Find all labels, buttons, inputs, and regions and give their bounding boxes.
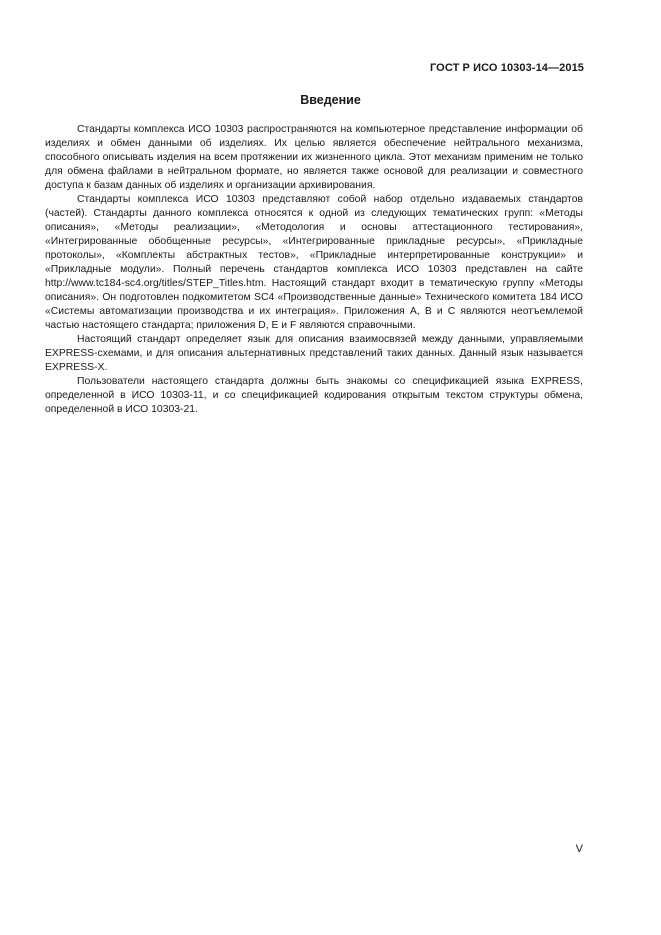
paragraph-2: Стандарты комплекса ИСО 10303 представляют собой набор отдельно издаваемых стандартов (частей). Стандарты данного комплекса относятся к одной из следующих тематических групп: «Методы описания», «Методы реализации», «Методология и основы аттестационного тестирования», «Интегрированные обобщенные ресурсы», «Интегрированные прикладные ресурсы», «Прикладные протоколы», «Комплекты абстрактных тестов», «Прикладные интерпретированные конструкции» и «Прикладные модули». Полный перечень стандартов комплекса ИСО 10303 представлен на сайте http://www.tc184-sc4.org/titles/STEP_Titles.htm. Настоящий стандарт входит в тематическую группу «Методы описания». Он подготовлен подкомитетом SC4 «Производственные данные» Технического комитета 184 ИСО «Системы автоматизации производства и их интеграция». Приложения A, B и C являются неотъемлемой частью настоящего стандарта; приложения D, E и F являются справочными. — [45, 194, 583, 331]
document-code: ГОСТ Р ИСО 10303-14—2015 — [429, 62, 584, 74]
paragraph-3: Настоящий стандарт определяет язык для описания взаимосвязей между данными, управляемыми EXPRESS-схемами, и для описания альтернативных представлений таких данных. Данный язык называется EXPRESS-X. — [45, 334, 583, 373]
section-title: Введение — [300, 93, 361, 107]
paragraph-4: Пользователи настоящего стандарта должны быть знакомы со спецификацией языка EXPRESS, определенной в ИСО 10303-11, и со спецификацией кодирования открытым текстом структуры обмена, определенной в ИСО 10303-21. — [45, 376, 583, 415]
page-number: V — [575, 843, 583, 855]
paragraph-1: Стандарты комплекса ИСО 10303 распространяются на компьютерное представление информации об изделиях и обмен данными об изделиях. Их целью является обеспечение нейтрального механизма, способного описывать изделия на всем протяжении их жизненного цикла. Этот механизм применим не только для обмена файлами в нейтральном формате, но является также основой для реализации и совместного доступа к базам данных об изделиях и организации архивирования. — [45, 124, 583, 191]
body-text — [45, 123, 583, 417]
